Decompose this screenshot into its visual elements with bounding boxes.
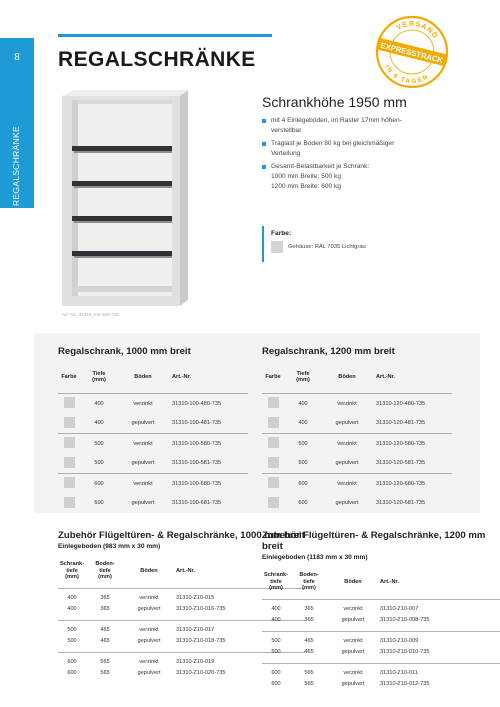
row-tiefe: 400 xyxy=(298,420,308,426)
row-art-nr: 31310-Z10-009 xyxy=(380,637,419,644)
row-swatch-cell xyxy=(58,457,80,470)
row-boeden: verzinkt xyxy=(343,605,363,612)
header-boeden: Böden xyxy=(344,578,362,585)
row-art-nr: 31310-120-580-735 xyxy=(376,440,426,447)
accessory-title: Zubehör Flügeltüren- & Regalschränke, 1000 mm breit xyxy=(58,530,305,541)
row-bodentiefe: 565 xyxy=(100,670,110,676)
row-art-nr: 31310-Z10-016-735 xyxy=(176,606,226,612)
header-schranktiefe-line: (mm) xyxy=(269,585,283,592)
row-swatch-cell xyxy=(262,417,284,430)
header-bodentiefe-line: tiefe xyxy=(303,578,315,585)
row-boeden: gepulvert xyxy=(335,420,359,426)
row-boeden: gepulvert xyxy=(335,500,359,506)
color-info xyxy=(262,226,402,262)
row-art-nr: 31310-Z10-015 xyxy=(176,594,215,601)
row-swatch-cell xyxy=(58,497,80,510)
header-boeden: Böden xyxy=(140,567,158,574)
row-swatch-cell xyxy=(262,397,284,410)
row-bodentiefe: 465 xyxy=(100,638,110,644)
row-color-swatch xyxy=(268,497,279,508)
table-row xyxy=(262,493,452,513)
row-boeden: gepulvert xyxy=(341,617,365,623)
stamp-top-text: VERSAND xyxy=(394,18,441,41)
row-art-nr: 31310-100-580-735 xyxy=(172,440,222,447)
header-farbe: Farbe xyxy=(61,373,77,380)
row-schranktiefe: 400 xyxy=(271,617,281,623)
row-art-nr: 31310-Z10-017 xyxy=(176,626,215,633)
title-accent-bar xyxy=(58,34,272,37)
row-art-nr: 31310-100-680-735 xyxy=(172,480,222,487)
row-bodentiefe: 565 xyxy=(100,658,110,665)
row-art-nr: 31310-Z10-007 xyxy=(380,605,419,612)
row-schranktiefe: 400 xyxy=(67,594,77,601)
accessory-row xyxy=(262,645,500,659)
row-tiefe: 500 xyxy=(298,440,308,447)
row-color-swatch xyxy=(268,437,279,448)
row-boeden: verzinkt xyxy=(139,626,159,633)
header-schranktiefe-line: (mm) xyxy=(65,574,79,581)
row-color-swatch xyxy=(64,477,75,488)
spec-item: Traglast je Boden 80 kg bei gleichmäßiger Verteilung xyxy=(262,139,462,158)
row-tiefe: 600 xyxy=(298,500,308,506)
row-color-swatch xyxy=(268,477,279,488)
header-bodentiefe-line: Boden- xyxy=(299,572,319,579)
accessory-subtitle: Einlegeboden (983 mm x 30 mm) xyxy=(58,543,161,550)
row-schranktiefe: 500 xyxy=(67,638,77,644)
row-art-nr: 31310-120-680-735 xyxy=(376,480,426,487)
row-color-swatch xyxy=(268,397,279,408)
stamp-bottom-text: IN 6 TAGEN xyxy=(383,63,430,86)
accessory-row xyxy=(262,613,500,627)
header-bodentiefe xyxy=(86,561,124,581)
row-art-nr: 31310-120-581-735 xyxy=(376,460,426,466)
row-boeden: verzinkt xyxy=(139,594,159,601)
stamp-middle-text: EXPRESSTRACK xyxy=(379,40,444,66)
table-row xyxy=(58,433,248,453)
row-swatch-cell xyxy=(58,477,80,490)
row-tiefe: 400 xyxy=(298,400,308,407)
row-art-nr: 31310-Z10-020-735 xyxy=(176,670,226,676)
row-art-nr: 31310-120-481-735 xyxy=(376,420,426,426)
header-tiefe-line1: Tiefe xyxy=(92,370,106,377)
header-tiefe-line1: Tiefe xyxy=(296,370,310,377)
row-tiefe: 400 xyxy=(94,400,104,407)
table-header xyxy=(58,367,248,387)
row-bodentiefe: 565 xyxy=(304,669,314,676)
row-art-nr: 31310-Z10-012-735 xyxy=(380,681,430,687)
row-tiefe: 500 xyxy=(298,460,308,466)
row-schranktiefe: 500 xyxy=(271,637,281,644)
page-title: REGALSCHRÄNKE xyxy=(58,48,256,71)
table-title: Regalschrank, 1000 mm breit xyxy=(58,346,191,357)
accessory-subtitle: Einlegeboden (1183 mm x 30 mm) xyxy=(262,554,368,561)
row-boeden: gepulvert xyxy=(137,670,161,676)
table-row xyxy=(58,393,248,413)
header-bodentiefe-line: tiefe xyxy=(99,567,111,574)
header-boeden: Böden xyxy=(338,373,356,380)
row-boeden: verzinkt xyxy=(133,480,153,487)
row-boeden: verzinkt xyxy=(337,440,357,447)
row-schranktiefe: 600 xyxy=(271,681,281,687)
table-row xyxy=(262,393,452,413)
header-schranktiefe-line: Schrank- xyxy=(264,572,288,579)
accessory-header xyxy=(262,569,500,595)
row-swatch-cell xyxy=(262,477,284,490)
row-color-swatch xyxy=(64,457,75,468)
row-boeden: verzinkt xyxy=(343,637,363,644)
row-art-nr: 31310-100-480-735 xyxy=(172,400,222,407)
row-color-swatch xyxy=(64,397,75,408)
table-1200mm xyxy=(262,346,452,513)
accessory-row xyxy=(262,631,500,645)
row-art-nr: 31310-120-480-735 xyxy=(376,400,426,407)
spec-title: Schrankhöhe 1950 mm xyxy=(262,94,407,110)
row-schranktiefe: 600 xyxy=(67,670,77,676)
row-art-nr: 31310-Z10-010-735 xyxy=(380,649,430,655)
table-row xyxy=(262,433,452,453)
header-art: Art.-Nr. xyxy=(176,567,195,574)
row-color-swatch xyxy=(268,457,279,468)
spec-item: mit 4 Einlegeböden, im Raster 17mm höhen- verstellbar xyxy=(262,116,462,135)
row-art-nr: 31310-Z10-008-735 xyxy=(380,617,430,623)
row-schranktiefe: 500 xyxy=(67,626,77,633)
table-title: Regalschrank, 1200 mm breit xyxy=(262,346,395,357)
accessory-row xyxy=(262,677,500,691)
row-boeden: verzinkt xyxy=(343,669,363,676)
row-boeden: gepulvert xyxy=(131,460,155,466)
row-swatch-cell xyxy=(262,437,284,450)
row-boeden: verzinkt xyxy=(337,400,357,407)
row-schranktiefe: 400 xyxy=(67,606,77,612)
header-art: Art.-Nr. xyxy=(172,373,191,380)
row-boeden: gepulvert xyxy=(335,460,359,466)
header-tiefe-line2: (mm) xyxy=(296,377,310,383)
row-color-swatch xyxy=(64,497,75,508)
row-tiefe: 600 xyxy=(94,500,104,506)
row-boeden: gepulvert xyxy=(341,649,365,655)
accessory-title: Zubehör Flügeltüren- & Regalschränke, 1200 mm breit xyxy=(262,530,486,552)
row-tiefe: 600 xyxy=(94,480,104,487)
table-row xyxy=(58,413,248,433)
row-tiefe: 600 xyxy=(298,480,308,487)
row-swatch-cell xyxy=(58,437,80,450)
row-boeden: gepulvert xyxy=(341,681,365,687)
product-art-nr: Art.-Nr.: 31310-100-480-735 xyxy=(62,312,119,317)
row-bodentiefe: 465 xyxy=(100,626,110,633)
header-tiefe-line2: (mm) xyxy=(92,377,106,383)
row-color-swatch xyxy=(64,437,75,448)
row-boeden: gepulvert xyxy=(131,420,155,426)
shelf-cabinet-image xyxy=(60,88,192,310)
table-1000mm xyxy=(58,346,248,513)
side-label: REGALSCHRÄNKE xyxy=(11,126,21,206)
row-bodentiefe: 365 xyxy=(100,606,110,612)
header-schranktiefe xyxy=(58,561,86,581)
row-schranktiefe: 500 xyxy=(271,649,281,655)
table-row xyxy=(58,453,248,473)
page-number: 8 xyxy=(14,52,20,63)
row-bodentiefe: 565 xyxy=(304,681,314,687)
row-boeden: verzinkt xyxy=(337,480,357,487)
row-bodentiefe: 465 xyxy=(304,649,314,655)
color-label: Farbe: xyxy=(271,230,292,237)
row-art-nr: 31310-100-681-735 xyxy=(172,500,222,506)
accessory-row xyxy=(262,599,500,613)
expresstrack-stamp-icon xyxy=(374,14,450,90)
row-art-nr: 31310-100-581-735 xyxy=(172,460,222,466)
header-bodentiefe-line: (mm) xyxy=(98,574,112,581)
header-schranktiefe xyxy=(262,572,290,592)
accessory-table-1200mm xyxy=(262,530,500,691)
row-swatch-cell xyxy=(58,397,80,410)
header-bodentiefe-line: Boden- xyxy=(95,561,115,568)
row-tiefe: 400 xyxy=(94,420,104,426)
row-schranktiefe: 600 xyxy=(271,669,281,676)
color-swatch xyxy=(271,241,283,253)
header-art: Art.-Nr. xyxy=(376,373,395,380)
table-row xyxy=(58,493,248,513)
row-bodentiefe: 365 xyxy=(304,605,314,612)
row-bodentiefe: 365 xyxy=(100,594,110,601)
row-swatch-cell xyxy=(262,457,284,470)
header-bodentiefe-line: (mm) xyxy=(302,585,316,592)
row-art-nr: 31310-100-481-735 xyxy=(172,420,222,426)
header-farbe: Farbe xyxy=(265,373,281,380)
row-bodentiefe: 365 xyxy=(304,617,314,623)
row-art-nr: 31310-120-681-735 xyxy=(376,500,426,506)
row-boeden: verzinkt xyxy=(133,440,153,447)
row-boeden: gepulvert xyxy=(137,606,161,612)
row-bodentiefe: 465 xyxy=(304,637,314,644)
row-art-nr: 31310-Z10-019 xyxy=(176,658,215,665)
row-schranktiefe: 600 xyxy=(67,658,77,665)
row-color-swatch xyxy=(64,417,75,428)
table-row xyxy=(262,413,452,433)
row-boeden: verzinkt xyxy=(133,400,153,407)
row-tiefe: 500 xyxy=(94,460,104,466)
row-boeden: verzinkt xyxy=(139,658,159,665)
row-schranktiefe: 400 xyxy=(271,605,281,612)
row-swatch-cell xyxy=(262,497,284,510)
table-row xyxy=(262,473,452,493)
row-swatch-cell xyxy=(58,417,80,430)
row-boeden: gepulvert xyxy=(137,638,161,644)
spec-list xyxy=(262,116,462,195)
header-bodentiefe xyxy=(290,572,328,592)
row-art-nr: 31310-Z10-018-735 xyxy=(176,638,226,644)
color-text: Gehäuse: RAL 7035 Lichtgrau xyxy=(288,244,366,250)
row-tiefe: 500 xyxy=(94,440,104,447)
row-color-swatch xyxy=(268,417,279,428)
header-tiefe xyxy=(80,371,118,384)
table-row xyxy=(262,453,452,473)
table-header xyxy=(262,367,452,387)
accessory-row xyxy=(262,663,500,677)
header-schranktiefe-line: Schrank- xyxy=(60,561,84,568)
header-schranktiefe-line: tiefe xyxy=(270,578,282,585)
header-art: Art.-Nr. xyxy=(380,578,399,585)
spec-item: Gesamt-Belastbarkeit je Schrank: 1000 mm Breite: 500 kg 1200 mm Breite: 600 kg xyxy=(262,162,462,191)
side-tab xyxy=(0,38,34,208)
header-tiefe xyxy=(284,371,322,384)
row-boeden: gepulvert xyxy=(131,500,155,506)
header-boeden: Böden xyxy=(134,373,152,380)
table-row xyxy=(58,473,248,493)
row-art-nr: 31310-Z10-011 xyxy=(380,669,418,676)
header-schranktiefe-line: tiefe xyxy=(66,567,78,574)
